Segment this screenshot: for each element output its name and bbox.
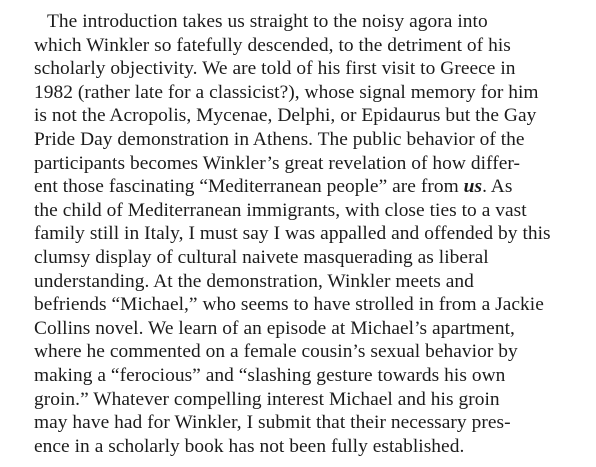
text-line: the child of Mediterranean immigrants, with close ties to a vast [34, 199, 527, 221]
text-line: making a “ferocious” and “slashing gesture towards his own [34, 364, 506, 386]
text-segment: . As [482, 176, 513, 198]
text-line [34, 175, 579, 199]
text-line: may have had for Winkler, I submit that their necessary pres- [34, 412, 511, 434]
text-line: 1982 (rather late for a classicist?), whose signal memory for him [34, 81, 539, 103]
text-segment: ent those fascinating “Mediterranean people” are from [34, 176, 464, 198]
text-line: Pride Day demonstration in Athens. The public behavior of the [34, 128, 525, 150]
text-line: Collins novel. We learn of an episode at Michael’s apartment, [34, 317, 515, 339]
text-line: which Winkler so fatefully descended, to the detriment of his [34, 34, 511, 56]
text-line: The introduction takes us straight to the noisy agora into [47, 11, 488, 32]
text-line: ence in a scholarly book has not been fully established. [34, 435, 465, 457]
emphasis-text: us [463, 176, 483, 198]
text-line: clumsy display of cultural naivete masquerading as liberal [34, 246, 489, 268]
text-line: scholarly objectivity. We are told of his first visit to Greece in [34, 58, 516, 80]
body-paragraph [34, 10, 579, 458]
text-line: family still in Italy, I must say I was appalled and offended by this [34, 223, 551, 245]
text-line: where he commented on a female cousin’s sexual behavior by [34, 341, 518, 363]
text-line: participants becomes Winkler’s great revelation of how differ- [34, 152, 520, 174]
text-line: understanding. At the demonstration, Winkler meets and [34, 270, 474, 292]
text-line: groin.” Whatever compelling interest Michael and his groin [34, 388, 500, 410]
text-line: is not the Acropolis, Mycenae, Delphi, or Epidaurus but the Gay [34, 105, 537, 127]
cropped-next-line [96, 461, 566, 463]
text-line: befriends “Michael,” who seems to have strolled in from a Jackie [34, 294, 544, 316]
